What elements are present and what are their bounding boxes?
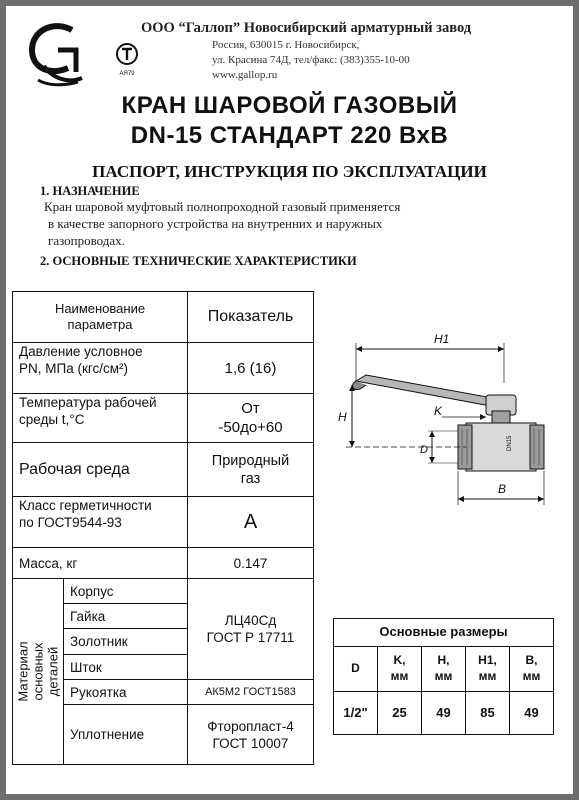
header-text: D <box>351 661 360 676</box>
value-text: -50до+60 <box>218 419 283 436</box>
part-name: Шток <box>63 654 188 680</box>
passport-page <box>6 6 573 794</box>
param-text: Класс герметичности <box>19 498 152 513</box>
dimensions-title: Основные размеры <box>333 618 554 647</box>
param-text: PN, МПа (кгс/см²) <box>19 361 129 376</box>
part-name: Рукоятка <box>63 679 188 705</box>
section-heading-purpose: 1. НАЗНАЧЕНИЕ <box>40 184 140 198</box>
material-seal <box>187 704 314 765</box>
header-text: мм <box>478 669 497 683</box>
purpose-text-line: Кран шаровой муфтовый полнопроходной газовый применяется <box>44 199 401 214</box>
section-heading-specs: 2. ОСНОВНЫЕ ТЕХНИЧЕСКИЕ ХАРАКТЕРИСТИКИ <box>40 254 357 268</box>
dimensions-value: 49 <box>509 691 554 735</box>
param-text: Давление условное <box>19 344 143 359</box>
value-text: газ <box>240 470 261 487</box>
header-text: H, <box>437 653 450 668</box>
dim-label-d: D <box>420 444 428 456</box>
dim-label-b: B <box>498 482 507 496</box>
part-name: Уплотнение <box>63 704 188 765</box>
table-row-param <box>12 496 188 548</box>
header-text: K, <box>393 653 406 668</box>
header-text: мм <box>390 669 409 683</box>
table-row-param: Масса, кг <box>12 547 188 579</box>
param-text: по ГОСТ9544-93 <box>19 515 122 530</box>
table-row-value <box>187 393 314 443</box>
material-handle: АК5М2 ГОСТ1583 <box>187 679 314 705</box>
material-text: Фторопласт-4 <box>207 718 294 734</box>
table-row-param <box>12 393 188 443</box>
table-row-param <box>12 342 188 394</box>
header-text: Наименование <box>54 301 146 316</box>
dimensions-header <box>421 646 466 692</box>
part-name: Гайка <box>63 603 188 629</box>
table-row-value: А <box>187 496 314 548</box>
materials-label: Материал основных деталей <box>15 641 61 702</box>
table-row-value <box>187 442 314 497</box>
specs-header-param <box>12 291 188 343</box>
address-line: ул. Красина 74Д, тел/факс: (383)355-10-00 <box>212 54 410 66</box>
dim-label-h: H <box>338 410 347 424</box>
material-text: ГОСТ Р 17711 <box>206 630 295 645</box>
product-title-line2: DN-15 СТАНДАРТ 220 ВхВ <box>130 122 449 149</box>
value-text: Природный <box>211 452 290 469</box>
material-text: ЛЦ40Сд <box>224 613 277 628</box>
part-name: Корпус <box>63 578 188 604</box>
header-text: мм <box>522 669 541 683</box>
certification-mark-label: АЯ79 <box>119 71 135 77</box>
company-logo <box>24 20 94 88</box>
part-name: Золотник <box>63 628 188 655</box>
dimensions-header <box>465 646 510 692</box>
table-row-value: 0.147 <box>187 547 314 579</box>
dimensions-value: 49 <box>421 691 466 735</box>
purpose-text-line: газопроводах. <box>48 233 125 248</box>
website: www.gallop.ru <box>212 69 278 81</box>
header-text: мм <box>434 669 453 683</box>
product-title-line1: КРАН ШАРОВОЙ ГАЗОВЫЙ <box>121 92 458 119</box>
dim-label-k: K <box>434 404 443 418</box>
table-row-param: Рабочая среда <box>12 442 188 497</box>
material-brass <box>187 578 314 680</box>
dimensions-header <box>333 646 378 692</box>
param-text: среды t,°C <box>19 412 85 427</box>
specs-header-value: Показатель <box>187 291 314 343</box>
valve-drawing <box>326 321 566 521</box>
dimensions-value: 85 <box>465 691 510 735</box>
header-text: B, <box>525 653 538 668</box>
dimensions-header <box>377 646 422 692</box>
table-row-value: 1,6 (16) <box>187 342 314 394</box>
company-name: ООО “Галлоп” Новосибирский арматурный завод <box>141 20 472 36</box>
document-subtitle: ПАСПОРТ, ИНСТРУКЦИЯ ПО ЭКСПЛУАТАЦИИ <box>92 162 487 181</box>
purpose-text-line: в качестве запорного устройства на внутренних и наружных <box>48 216 383 231</box>
certification-mark <box>112 42 142 77</box>
materials-label-cell <box>12 578 64 765</box>
header-text: параметра <box>67 317 133 332</box>
header-text: H1, <box>478 653 497 668</box>
body-mark: DN15 <box>507 435 513 451</box>
dim-label-h1: H1 <box>434 332 450 346</box>
material-text: ГОСТ 10007 <box>212 735 289 751</box>
address-line: Россия, 630015 г. Новосибирск, <box>212 39 360 51</box>
dimensions-value: 25 <box>377 691 422 735</box>
dimensions-value: 1/2" <box>333 691 378 735</box>
value-text: От <box>241 400 260 417</box>
dimensions-header <box>509 646 554 692</box>
param-text: Температура рабочей <box>19 395 157 410</box>
